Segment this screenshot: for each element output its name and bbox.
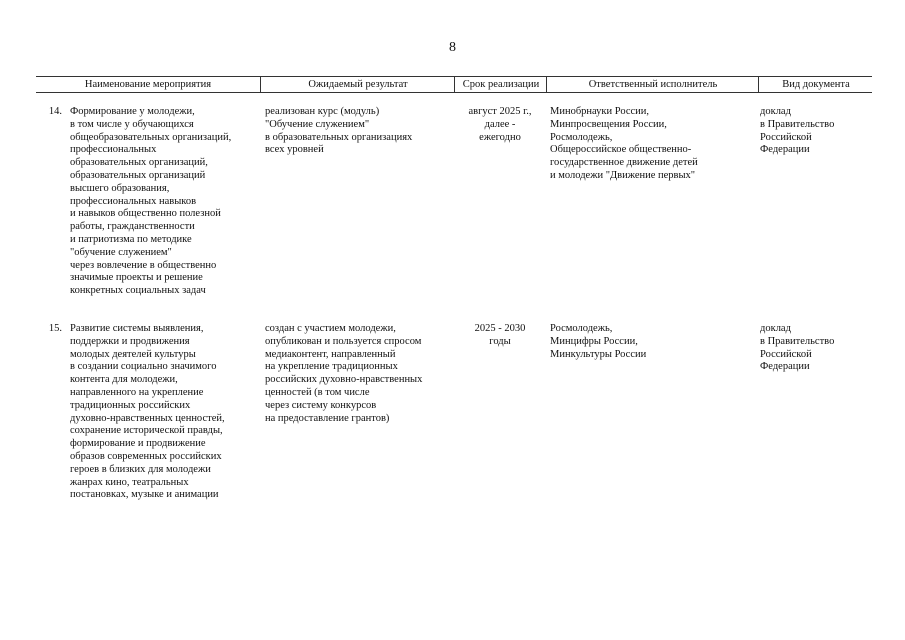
- row-term: 2025 - 2030 годы: [474, 323, 526, 347]
- row-term: август 2025 г., далее - ежегодно: [468, 106, 532, 143]
- row-expected-result: создан с участием молодежи, опубликован и пользуется спросом медиаконтент, направленный на укрепление традиционных российских духовно-нравственных ценностей (в том числе через систему конкурсов на предоставление грантов): [265, 323, 423, 424]
- row-document-type: доклад в Правительство Российской Федерации: [760, 323, 835, 373]
- row-document-type: доклад в Правительство Российской Федерации: [760, 106, 835, 156]
- header-col-executor: Ответственный исполнитель: [546, 77, 759, 92]
- row-executor: Росмолодежь, Минцифры России, Минкультуры России: [550, 323, 647, 360]
- row-number: 15.: [48, 323, 62, 334]
- header-col-name: Наименование мероприятия: [84, 79, 212, 90]
- row-number: 14.: [48, 106, 62, 117]
- row-expected-result: реализован курс (модуль) "Обучение служением" в образовательных организациях всех уровней: [265, 106, 413, 156]
- page-number: 8: [449, 40, 456, 55]
- header-col-doc: Вид документа: [758, 77, 873, 92]
- row-executor: Минобрнауки России, Минпросвещения России, Росмолодежь, Общероссийское общественно- государственное движение детей и молодежи "Движение первых": [550, 106, 698, 181]
- table-header: [36, 76, 872, 93]
- header-col-term: Срок реализации: [454, 77, 547, 92]
- row-event-name: Развитие системы выявления, поддержки и продвижения молодых деятелей культуры в создании социально значимого контента для молодежи, направленного на укрепление традиционных российских духовно-нравственных ценностей, сохранение исторической правды, формирование и продвижение образов современных российских героев в близких для молодежи жанрах кино, театральных постановках, музыке и анимации: [70, 323, 225, 501]
- row-event-name: Формирование у молодежи, в том числе у обучающихся общеобразовательных организаций, профессиональных образовательных организаций, образовательных организаций высшего образования, профессиональных навыков и навыков общественно полезной работы, гражданственности и патриотизма по методике "обучение служением" через вовлечение в общественно значимые проекты и решение конкретных социальных задач: [70, 106, 232, 297]
- header-col-result: Ожидаемый результат: [260, 77, 455, 92]
